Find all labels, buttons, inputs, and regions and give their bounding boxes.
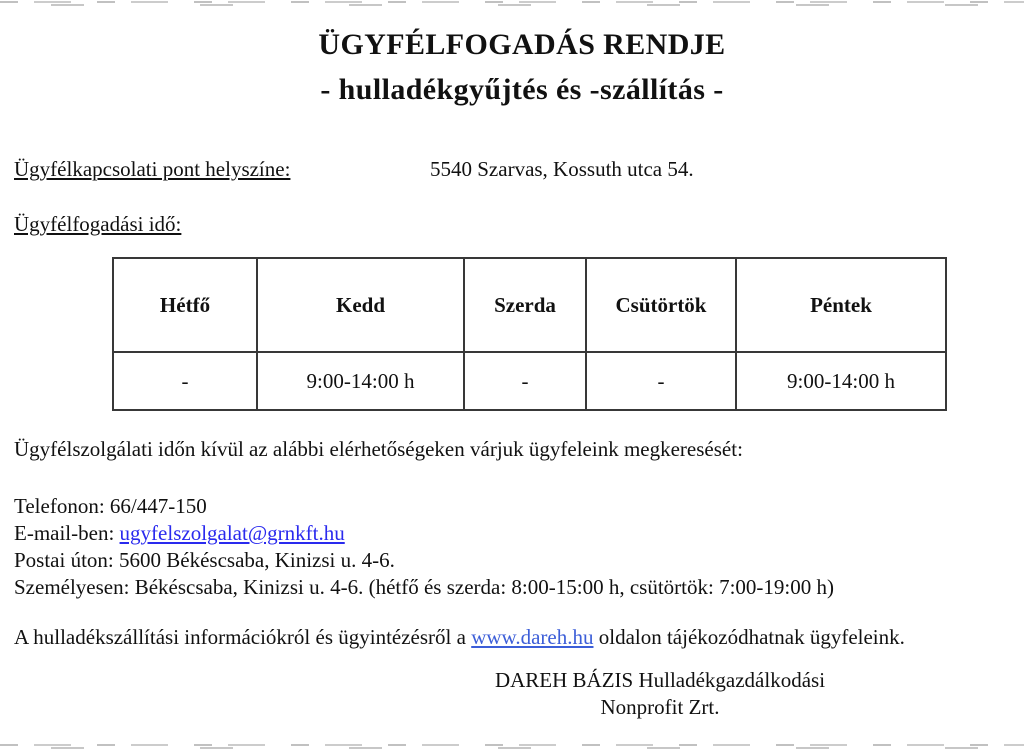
table-header-friday: Péntek bbox=[736, 258, 946, 352]
table-header-tuesday: Kedd bbox=[257, 258, 464, 352]
website-link[interactable]: www.dareh.hu bbox=[471, 625, 594, 649]
info-text-after: oldalon tájékozódhatnak ügyfeleink. bbox=[593, 625, 905, 649]
page-title bbox=[20, 22, 1024, 112]
table-header-monday: Hétfő bbox=[113, 258, 257, 352]
signature-block bbox=[360, 667, 960, 721]
contact-phone: Telefonon: 66/447-150 bbox=[14, 494, 207, 518]
scan-artifact-bottom bbox=[0, 744, 1024, 749]
table-header-wednesday: Szerda bbox=[464, 258, 586, 352]
page-title-line1: ÜGYFÉLFOGADÁS RENDJE bbox=[318, 28, 726, 61]
table-header-thursday: Csütörtök bbox=[586, 258, 736, 352]
info-line bbox=[14, 624, 905, 650]
contact-email-row bbox=[14, 520, 834, 547]
signature-company-name: DAREH BÁZIS Hulladékgazdálkodási bbox=[494, 668, 826, 692]
location-label: Ügyfélkapcsolati pont helyszíne: bbox=[14, 157, 291, 181]
table-cell-monday-hours: - bbox=[113, 352, 257, 410]
email-link[interactable]: ugyfelszolgalat@grnkft.hu bbox=[119, 521, 345, 545]
opening-hours-table bbox=[112, 257, 947, 411]
contact-email-label: E-mail-ben: bbox=[14, 521, 120, 545]
opening-hours-label: Ügyfélfogadási idő: bbox=[14, 212, 182, 236]
table-cell-thursday-hours: - bbox=[586, 352, 736, 410]
page-title-line2: - hulladékgyűjtés és -szállítás - bbox=[320, 73, 724, 106]
signature-company-type: Nonprofit Zrt. bbox=[600, 695, 720, 719]
scan-artifact-top bbox=[0, 1, 1024, 6]
table-header-row bbox=[113, 258, 946, 352]
table-cell-friday-hours: 9:00-14:00 h bbox=[736, 352, 946, 410]
after-hours-intro: Ügyfélszolgálati időn kívül az alábbi elérhetőségeken várjuk ügyfeleink megkeresését: bbox=[14, 437, 743, 461]
table-cell-wednesday-hours: - bbox=[464, 352, 586, 410]
contact-postal: Postai úton: 5600 Békéscsaba, Kinizsi u. 4-6. bbox=[14, 548, 395, 572]
table-cell-tuesday-hours: 9:00-14:00 h bbox=[257, 352, 464, 410]
contact-in-person: Személyesen: Békéscsaba, Kinizsi u. 4-6. (hétfő és szerda: 8:00-15:00 h, csütörtök: 7:00-19:00 h) bbox=[14, 575, 834, 599]
info-text-before: A hulladékszállítási információkról és ügyintézésről a bbox=[14, 625, 472, 649]
location-value: 5540 Szarvas, Kossuth utca 54. bbox=[430, 157, 694, 181]
contact-block bbox=[14, 493, 834, 601]
table-row bbox=[113, 352, 946, 410]
